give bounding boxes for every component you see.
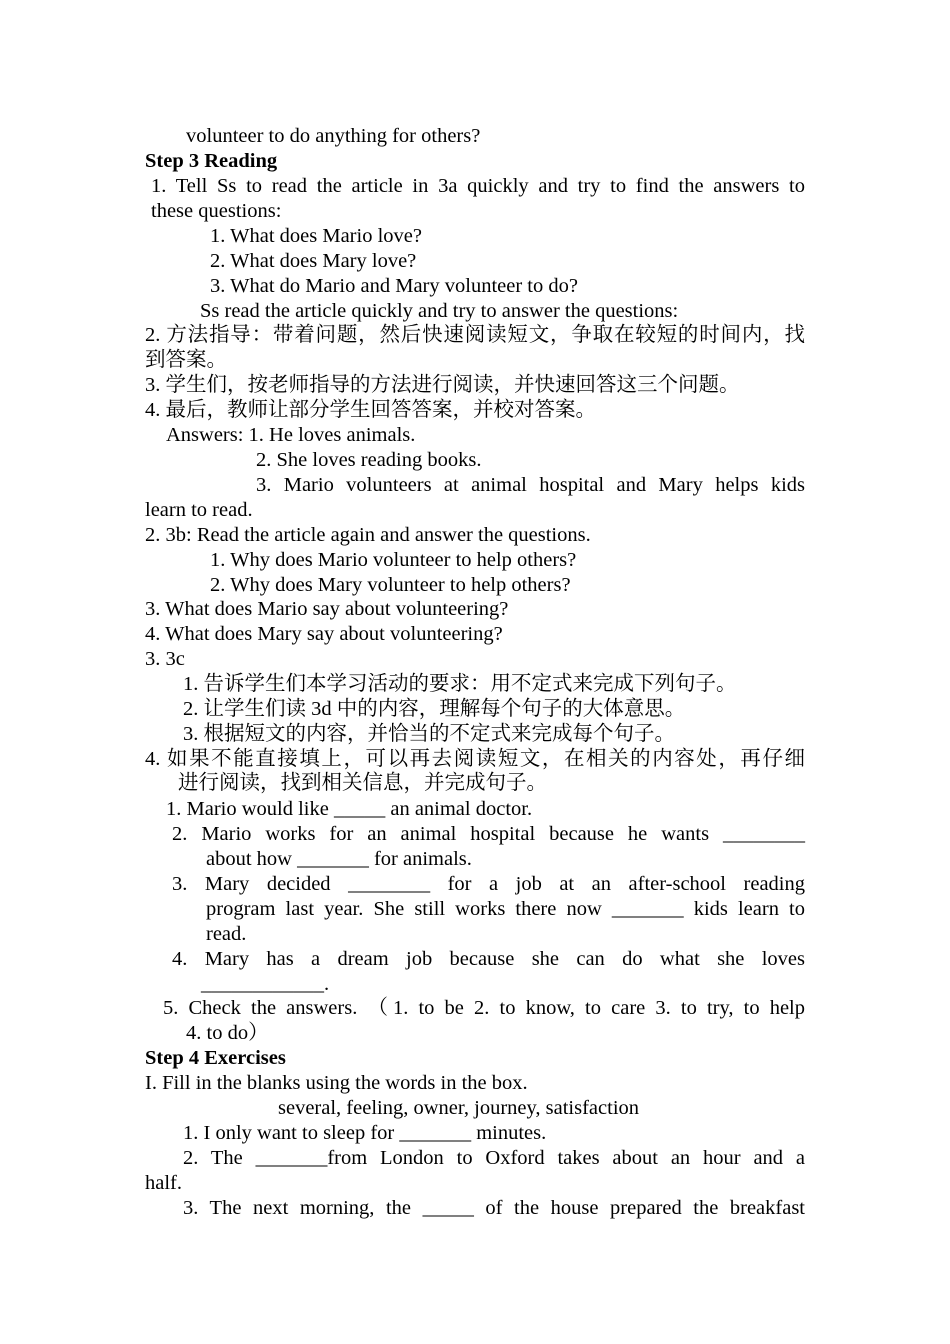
list-item: 1. I only want to sleep for _______ minutes. [183,1122,547,1144]
text-line: read. [206,923,247,945]
text-line: 1. Tell Ss to read the article in 3a quickly and try to find the answers to [151,175,805,197]
text-line: 2. 方法指导：带着问题，然后快速阅读短文，争取在较短的时间内，找 [145,324,805,346]
text-line: 4. to do） [186,1022,269,1044]
text-line: 4. 最后，教师让部分学生回答答案，并校对答案。 [145,399,596,421]
list-item: 2. Mario works for an animal hospital because he wants ________ [172,823,805,845]
text-line: program last year. She still works there now _______ kids learn to [206,898,805,920]
list-item: 2. Why does Mary volunteer to help others? [210,574,571,596]
text-line: learn to read. [145,499,253,521]
text-line: 3. What does Mario say about volunteering? [145,598,509,620]
list-item: 1. Mario would like _____ an animal doctor. [166,798,533,820]
list-item: 2. What does Mary love? [210,250,417,272]
section-heading: Step 4 Exercises [145,1047,286,1069]
text-line: 4. What does Mary say about volunteering? [145,623,503,645]
text-line: 4. 如果不能直接填上，可以再去阅读短文，在相关的内容处，再仔细 [145,748,805,770]
text-line: volunteer to do anything for others? [186,125,481,147]
text-line: 3. 3c [145,648,185,670]
text-line: 到答案。 [145,349,227,371]
text-line: about how _______ for animals. [206,848,472,870]
list-item: 3. Mario volunteers at animal hospital and Mary helps kids [256,474,805,496]
text-line: 2. 3b: Read the article again and answer the questions. [145,524,591,546]
text-line: Answers: 1. He loves animals. [166,424,416,446]
list-item: 5. Check the answers. （1. to be 2. to know, to care 3. to try, to help [163,997,805,1019]
text-line: half. [145,1172,182,1194]
text-line: Ss read the article quickly and try to answer the questions: [200,300,679,322]
list-item: 2. The _______from London to Oxford takes about an hour and a [183,1147,805,1169]
text-line: ____________. [201,973,330,995]
list-item: 1. What does Mario love? [210,225,422,247]
list-item: 4. Mary has a dream job because she can do what she loves [172,948,805,970]
text-line: 进行阅读，找到相关信息，并完成句子。 [178,772,547,794]
word-box: several, feeling, owner, journey, satisfaction [278,1097,640,1119]
text-line: 3. 学生们，按老师指导的方法进行阅读，并快速回答这三个问题。 [145,374,740,396]
list-item: 2. 让学生们读 3d 中的内容，理解每个句子的大体意思。 [183,698,686,720]
text-line: these questions: [151,200,282,222]
list-item: 3. The next morning, the _____ of the house prepared the breakfast [183,1197,805,1219]
list-item: 3. What do Mario and Mary volunteer to do? [210,275,578,297]
section-heading: Step 3 Reading [145,150,278,172]
text-line: I. Fill in the blanks using the words in the box. [145,1072,528,1094]
list-item: 3. 根据短文的内容，并恰当的不定式来完成每个句子。 [183,723,675,745]
list-item: 1. Why does Mario volunteer to help others? [210,549,577,571]
list-item: 2. She loves reading books. [256,449,482,471]
list-item: 1. 告诉学生们本学习活动的要求：用不定式来完成下列句子。 [183,673,737,695]
list-item: 3. Mary decided ________ for a job at an after-school reading [172,873,805,895]
